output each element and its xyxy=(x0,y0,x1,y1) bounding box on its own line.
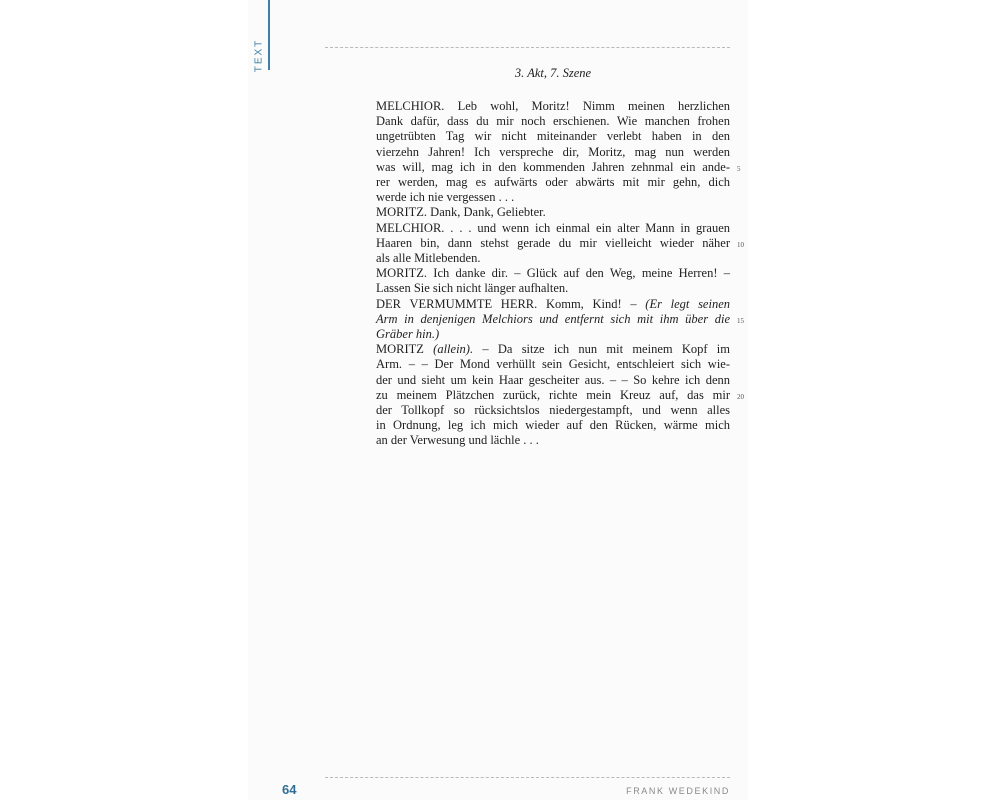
play-text xyxy=(376,99,730,449)
speech-text: – Da sitze ich nun mit meinem Kopf im xyxy=(473,342,730,357)
line-number: 15 xyxy=(737,317,744,325)
text-line: MORITZ. Ich danke dir. – Glück auf den Weg, meine Herren! – xyxy=(376,266,730,281)
speaker-name: MORITZ xyxy=(376,342,434,357)
line-number: 5 xyxy=(737,165,741,173)
text-line: was will, mag ich in den kommenden Jahren zehnmal ein ande- xyxy=(376,159,730,174)
text-line: Dank dafür, dass du mir noch erschienen. Wie manchen frohen xyxy=(376,114,730,129)
side-label xyxy=(247,40,271,70)
text-line: in Ordnung, leg ich mich wieder auf den Rücken, wärme mich xyxy=(376,418,730,433)
text-line: an der Verwesung und lächle . . . xyxy=(376,433,539,448)
text-line: der und sieht um kein Haar gescheiter aus. – – So kehre ich denn xyxy=(376,372,730,387)
text-line xyxy=(376,296,731,312)
side-label-text: TEXT xyxy=(253,38,265,72)
text-line: ungetrübten Tag wir nicht miteinander verlebt haben in den xyxy=(376,129,730,144)
speech-moritz-allein xyxy=(376,342,730,448)
speech-moritz-2 xyxy=(376,266,730,296)
speech-melchior-2 xyxy=(376,221,730,267)
stage-direction: Gräber hin.) xyxy=(376,327,440,342)
scene-title: 3. Akt, 7. Szene xyxy=(514,66,592,80)
speech-prefix: DER VERMUMMTE HERR. Komm, Kind! – xyxy=(376,296,646,311)
text-line: MELCHIOR. Leb wohl, Moritz! Nimm meinen herzlichen xyxy=(376,99,730,113)
speech-vermummter-herr xyxy=(376,297,730,343)
text-line: Arm. – – Der Mond verhüllt sein Gesicht, entschleiert sich wie- xyxy=(376,357,730,372)
text-line: Lassen Sie sich nicht länger aufhalten. xyxy=(376,281,569,296)
stage-direction: (Er legt seinen xyxy=(645,296,731,311)
bottom-divider xyxy=(325,777,730,778)
text-line: Haaren bin, dann stehst gerade du mir vielleicht wieder näher xyxy=(376,235,730,250)
stage-direction: Arm in denjenigen Melchiors und entfernt sich mit ihm über die xyxy=(376,311,730,326)
text-line: MORITZ. Dank, Dank, Geliebter. xyxy=(376,205,546,220)
text-line: vierzehn Jahren! Ich verspreche dir, Moritz, mag nun werden xyxy=(376,144,730,159)
speech-melchior-1 xyxy=(376,99,730,205)
top-divider xyxy=(325,47,730,48)
running-footer: FRANK WEDEKIND xyxy=(626,786,730,796)
text-line: der Tollkopf so rücksichtslos niedergestampft, und wenn alles xyxy=(376,403,730,418)
stage-direction: (allein). xyxy=(433,342,474,357)
text-line: MELCHIOR. . . . und wenn ich einmal ein alter Mann in grauen xyxy=(376,220,730,235)
text-line: als alle Mitlebenden. xyxy=(376,251,481,266)
line-number: 20 xyxy=(737,393,744,401)
page-number: 64 xyxy=(282,782,297,797)
text-line: werde ich nie vergessen . . . xyxy=(376,190,515,205)
text-line xyxy=(376,342,730,357)
text-line: zu meinem Plätzchen zurück, richte mein Kreuz auf, das mir xyxy=(376,387,730,402)
speech-moritz-1 xyxy=(376,205,730,220)
line-number: 10 xyxy=(737,241,744,249)
text-line: rer werden, mag es aufwärts oder abwärts mit mir gehn, dich xyxy=(376,175,730,190)
